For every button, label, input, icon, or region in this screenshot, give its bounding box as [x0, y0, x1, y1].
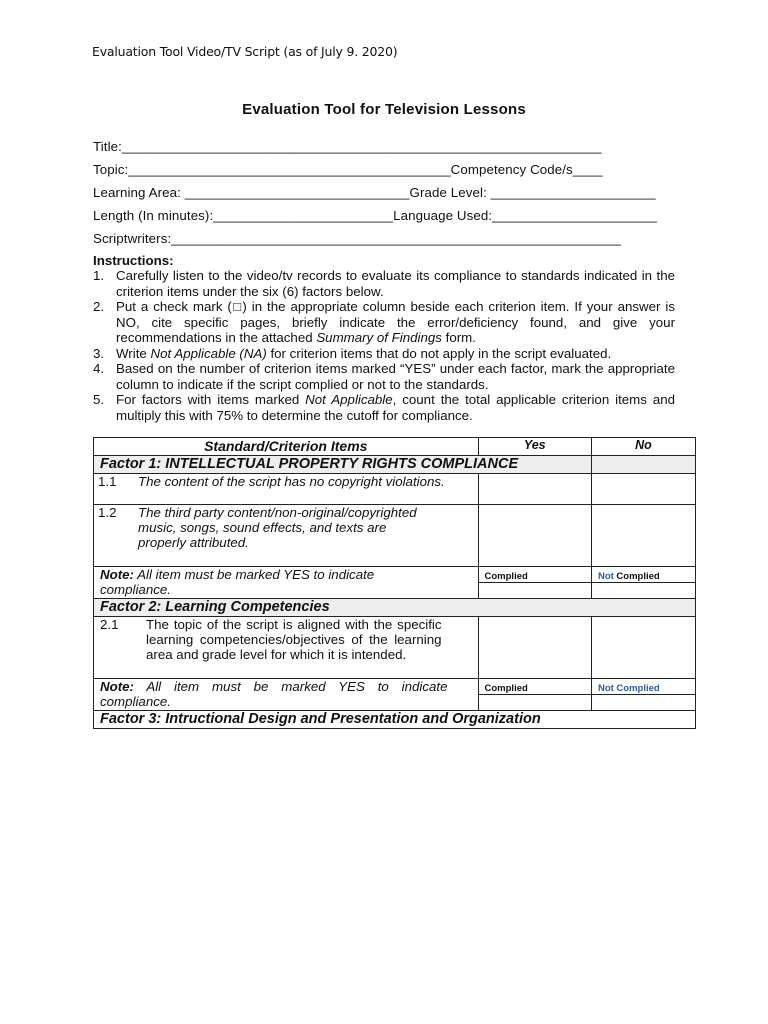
note-label: Note: [100, 567, 134, 582]
instructions-heading: Instructions: [93, 253, 174, 268]
factor-1-note-row [94, 567, 696, 583]
not-complied-checkbox-cell[interactable] [591, 583, 695, 599]
complied-cell: Complied [478, 567, 591, 583]
factor-2-note-row [94, 679, 696, 695]
table-row [94, 505, 696, 567]
instruction-item: 1. Carefully listen to the video/tv records to evaluate its compliance to standards indicated in the criterion items under the six (6) factors below. [93, 268, 675, 299]
no-cell[interactable] [591, 474, 695, 505]
factor-2-row [94, 599, 696, 617]
instruction-item: 4. Based on the number of criterion items marked “YES” under each factor, mark the appropriate column to indicate if the script complied or not to the standards. [93, 361, 675, 392]
evaluation-table [93, 437, 696, 729]
no-cell[interactable] [591, 617, 695, 679]
scriptwriters-field: Scriptwriters:____________________________________________________________ [93, 231, 621, 246]
not-complied-checkbox-cell[interactable] [591, 695, 695, 711]
factor-3-row [94, 711, 696, 729]
topic-field: Topic:___________________________________________Competency Code/s____ [93, 162, 603, 177]
factor-3-title: Factor 3: Intructional Design and Presentation and Organization [94, 711, 696, 729]
not-complied-cell: Not Complied [591, 567, 695, 583]
complied-checkbox-cell[interactable] [478, 583, 591, 599]
learning-area-field: Learning Area: ______________________________Grade Level: ______________________ [93, 185, 656, 200]
factor-1-title: Factor 1: INTELLECTUAL PROPERTY RIGHTS COMPLIANCE [94, 456, 592, 474]
item-number: 2.1 [100, 617, 119, 632]
complied-checkbox-cell[interactable] [478, 695, 591, 711]
instructions-list [93, 268, 675, 423]
criterion-text: The third party content/non-original/copyrighted music, songs, sound effects, and texts are properly attributed. [138, 505, 417, 550]
instruction-item: 5. For factors with items marked Not Applicable, count the total applicable criterion items and multiply this with 75% to determine the cutoff for compliance. [93, 392, 675, 423]
title-field: Title:________________________________________________________________ [93, 139, 602, 154]
instruction-item: 3. Write Not Applicable (NA) for criterion items that do not apply in the script evaluated. [93, 345, 612, 361]
no-cell[interactable] [591, 505, 695, 567]
factor-1-row [94, 456, 696, 474]
no-header: No [591, 438, 695, 456]
not-complied-cell: Not Complied [591, 679, 695, 695]
table-row [94, 474, 696, 505]
note-label: Note: [100, 679, 134, 694]
factor-2-title: Factor 2: Learning Competencies [94, 599, 696, 617]
table-header-row [94, 438, 696, 456]
item-number: 1.1 [98, 474, 117, 489]
criterion-text: The content of the script has no copyright violations. [138, 474, 445, 489]
note-text: All item must be marked YES to indicate compliance. [100, 679, 448, 709]
document-title: Evaluation Tool for Television Lessons [242, 101, 526, 118]
criterion-items-header: Standard/Criterion Items [94, 438, 479, 456]
table-row [94, 617, 696, 679]
document-header: Evaluation Tool Video/TV Script (as of July 9. 2020) [92, 44, 398, 59]
length-field: Length (In minutes):________________________Language Used:______________________ [93, 208, 658, 223]
yes-header: Yes [478, 438, 591, 456]
yes-cell[interactable] [478, 617, 591, 679]
yes-cell[interactable] [478, 474, 591, 505]
yes-cell[interactable] [478, 505, 591, 567]
item-number: 1.2 [98, 505, 117, 520]
criterion-text: The topic of the script is aligned with the specific learning competencies/objectives of the learning area and grade level for which it is intended. [146, 617, 442, 662]
complied-cell: Complied [478, 679, 591, 695]
instruction-item: 2. Put a check mark (□) in the appropriate column beside each criterion item. If your answer is NO, cite specific pages, briefly indicate the error/deficiency found, and give your recommendations in the attached Summary of Findings form. [93, 299, 675, 345]
note-text: All item must be marked YES to indicate compliance. [100, 567, 375, 597]
